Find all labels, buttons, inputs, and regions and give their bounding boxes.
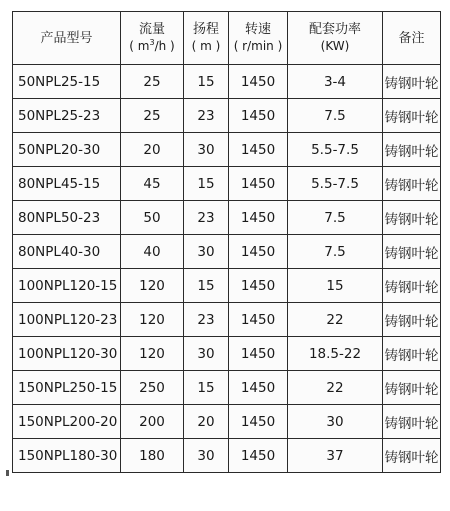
cell-head: 23 [184, 99, 229, 133]
cell-power: 18.5-22 [288, 337, 383, 371]
header-flow-unit-sup: 3 [149, 38, 155, 47]
header-note [383, 12, 441, 65]
header-flow-unit-pre: ( m [129, 39, 150, 53]
cell-speed: 1450 [229, 167, 288, 201]
table-row [13, 371, 441, 405]
cell-power: 37 [288, 439, 383, 473]
cell-power: 5.5-7.5 [288, 167, 383, 201]
cell-head: 23 [184, 201, 229, 235]
header-speed-unit: ( r/min ) [233, 39, 283, 53]
cell-power: 22 [288, 303, 383, 337]
table-row [13, 337, 441, 371]
cell-head: 15 [184, 167, 229, 201]
header-row [13, 12, 441, 65]
table-row [13, 439, 441, 473]
cell-flow: 25 [121, 65, 184, 99]
cell-note: 铸钢叶轮 [383, 371, 441, 405]
header-power [288, 12, 383, 65]
cell-head: 15 [184, 371, 229, 405]
cell-model: 100NPL120-30 [13, 337, 121, 371]
header-head-unit: ( m ) [191, 39, 221, 53]
cell-speed: 1450 [229, 65, 288, 99]
cell-flow: 40 [121, 235, 184, 269]
cell-note: 铸钢叶轮 [383, 337, 441, 371]
cell-flow: 45 [121, 167, 184, 201]
table-row [13, 303, 441, 337]
cell-power: 7.5 [288, 235, 383, 269]
table-row [13, 99, 441, 133]
cell-model: 80NPL40-30 [13, 235, 121, 269]
cell-note: 铸钢叶轮 [383, 167, 441, 201]
header-flow [121, 12, 184, 65]
pump-spec-table [12, 11, 441, 473]
header-head-title: 扬程 [192, 22, 219, 37]
cell-note: 铸钢叶轮 [383, 405, 441, 439]
cell-speed: 1450 [229, 201, 288, 235]
cell-flow: 180 [121, 439, 184, 473]
cell-note: 铸钢叶轮 [383, 269, 441, 303]
cell-model: 150NPL180-30 [13, 439, 121, 473]
header-flow-unit-post: /h ) [154, 39, 175, 53]
header-model-label: 产品型号 [40, 30, 93, 46]
cell-speed: 1450 [229, 269, 288, 303]
cell-model: 150NPL200-20 [13, 405, 121, 439]
table-row [13, 65, 441, 99]
cell-model: 80NPL45-15 [13, 167, 121, 201]
cell-power: 7.5 [288, 201, 383, 235]
cell-note: 铸钢叶轮 [383, 201, 441, 235]
cell-speed: 1450 [229, 371, 288, 405]
header-power-unit: (KW) [320, 39, 350, 53]
cell-note: 铸钢叶轮 [383, 235, 441, 269]
cell-model: 100NPL120-15 [13, 269, 121, 303]
header-flow-unit [121, 38, 183, 55]
cell-power: 7.5 [288, 99, 383, 133]
header-model [13, 12, 121, 65]
cell-head: 30 [184, 235, 229, 269]
cell-note: 铸钢叶轮 [383, 439, 441, 473]
cell-power: 5.5-7.5 [288, 133, 383, 167]
cell-power: 22 [288, 371, 383, 405]
cell-flow: 200 [121, 405, 184, 439]
cell-head: 15 [184, 65, 229, 99]
header-note-label: 备注 [398, 30, 425, 46]
cell-head: 23 [184, 303, 229, 337]
cell-head: 15 [184, 269, 229, 303]
cell-flow: 250 [121, 371, 184, 405]
cell-speed: 1450 [229, 405, 288, 439]
table-header [13, 12, 441, 65]
cell-head: 20 [184, 405, 229, 439]
table-row [13, 235, 441, 269]
header-head [184, 12, 229, 65]
cell-model: 150NPL250-15 [13, 371, 121, 405]
table-row [13, 167, 441, 201]
cell-model: 100NPL120-23 [13, 303, 121, 337]
cell-flow: 20 [121, 133, 184, 167]
header-speed [229, 12, 288, 65]
cell-model: 50NPL25-23 [13, 99, 121, 133]
cell-model: 50NPL25-15 [13, 65, 121, 99]
table-row [13, 201, 441, 235]
table-row [13, 405, 441, 439]
table-body [13, 65, 441, 473]
scan-mark [6, 470, 9, 476]
cell-flow: 25 [121, 99, 184, 133]
cell-power: 3-4 [288, 65, 383, 99]
cell-flow: 120 [121, 303, 184, 337]
cell-note: 铸钢叶轮 [383, 303, 441, 337]
cell-model: 80NPL50-23 [13, 201, 121, 235]
header-speed-title: 转速 [244, 22, 271, 37]
cell-speed: 1450 [229, 99, 288, 133]
cell-note: 铸钢叶轮 [383, 133, 441, 167]
table-row [13, 269, 441, 303]
cell-power: 30 [288, 405, 383, 439]
cell-head: 30 [184, 133, 229, 167]
cell-speed: 1450 [229, 337, 288, 371]
cell-speed: 1450 [229, 235, 288, 269]
header-flow-title: 流量 [138, 22, 165, 37]
cell-flow: 50 [121, 201, 184, 235]
cell-note: 铸钢叶轮 [383, 99, 441, 133]
cell-head: 30 [184, 337, 229, 371]
cell-head: 30 [184, 439, 229, 473]
cell-note: 铸钢叶轮 [383, 65, 441, 99]
cell-flow: 120 [121, 337, 184, 371]
cell-speed: 1450 [229, 133, 288, 167]
table-row [13, 133, 441, 167]
cell-flow: 120 [121, 269, 184, 303]
header-power-title: 配套功率 [308, 22, 361, 37]
cell-power: 15 [288, 269, 383, 303]
cell-speed: 1450 [229, 303, 288, 337]
cell-speed: 1450 [229, 439, 288, 473]
cell-model: 50NPL20-30 [13, 133, 121, 167]
